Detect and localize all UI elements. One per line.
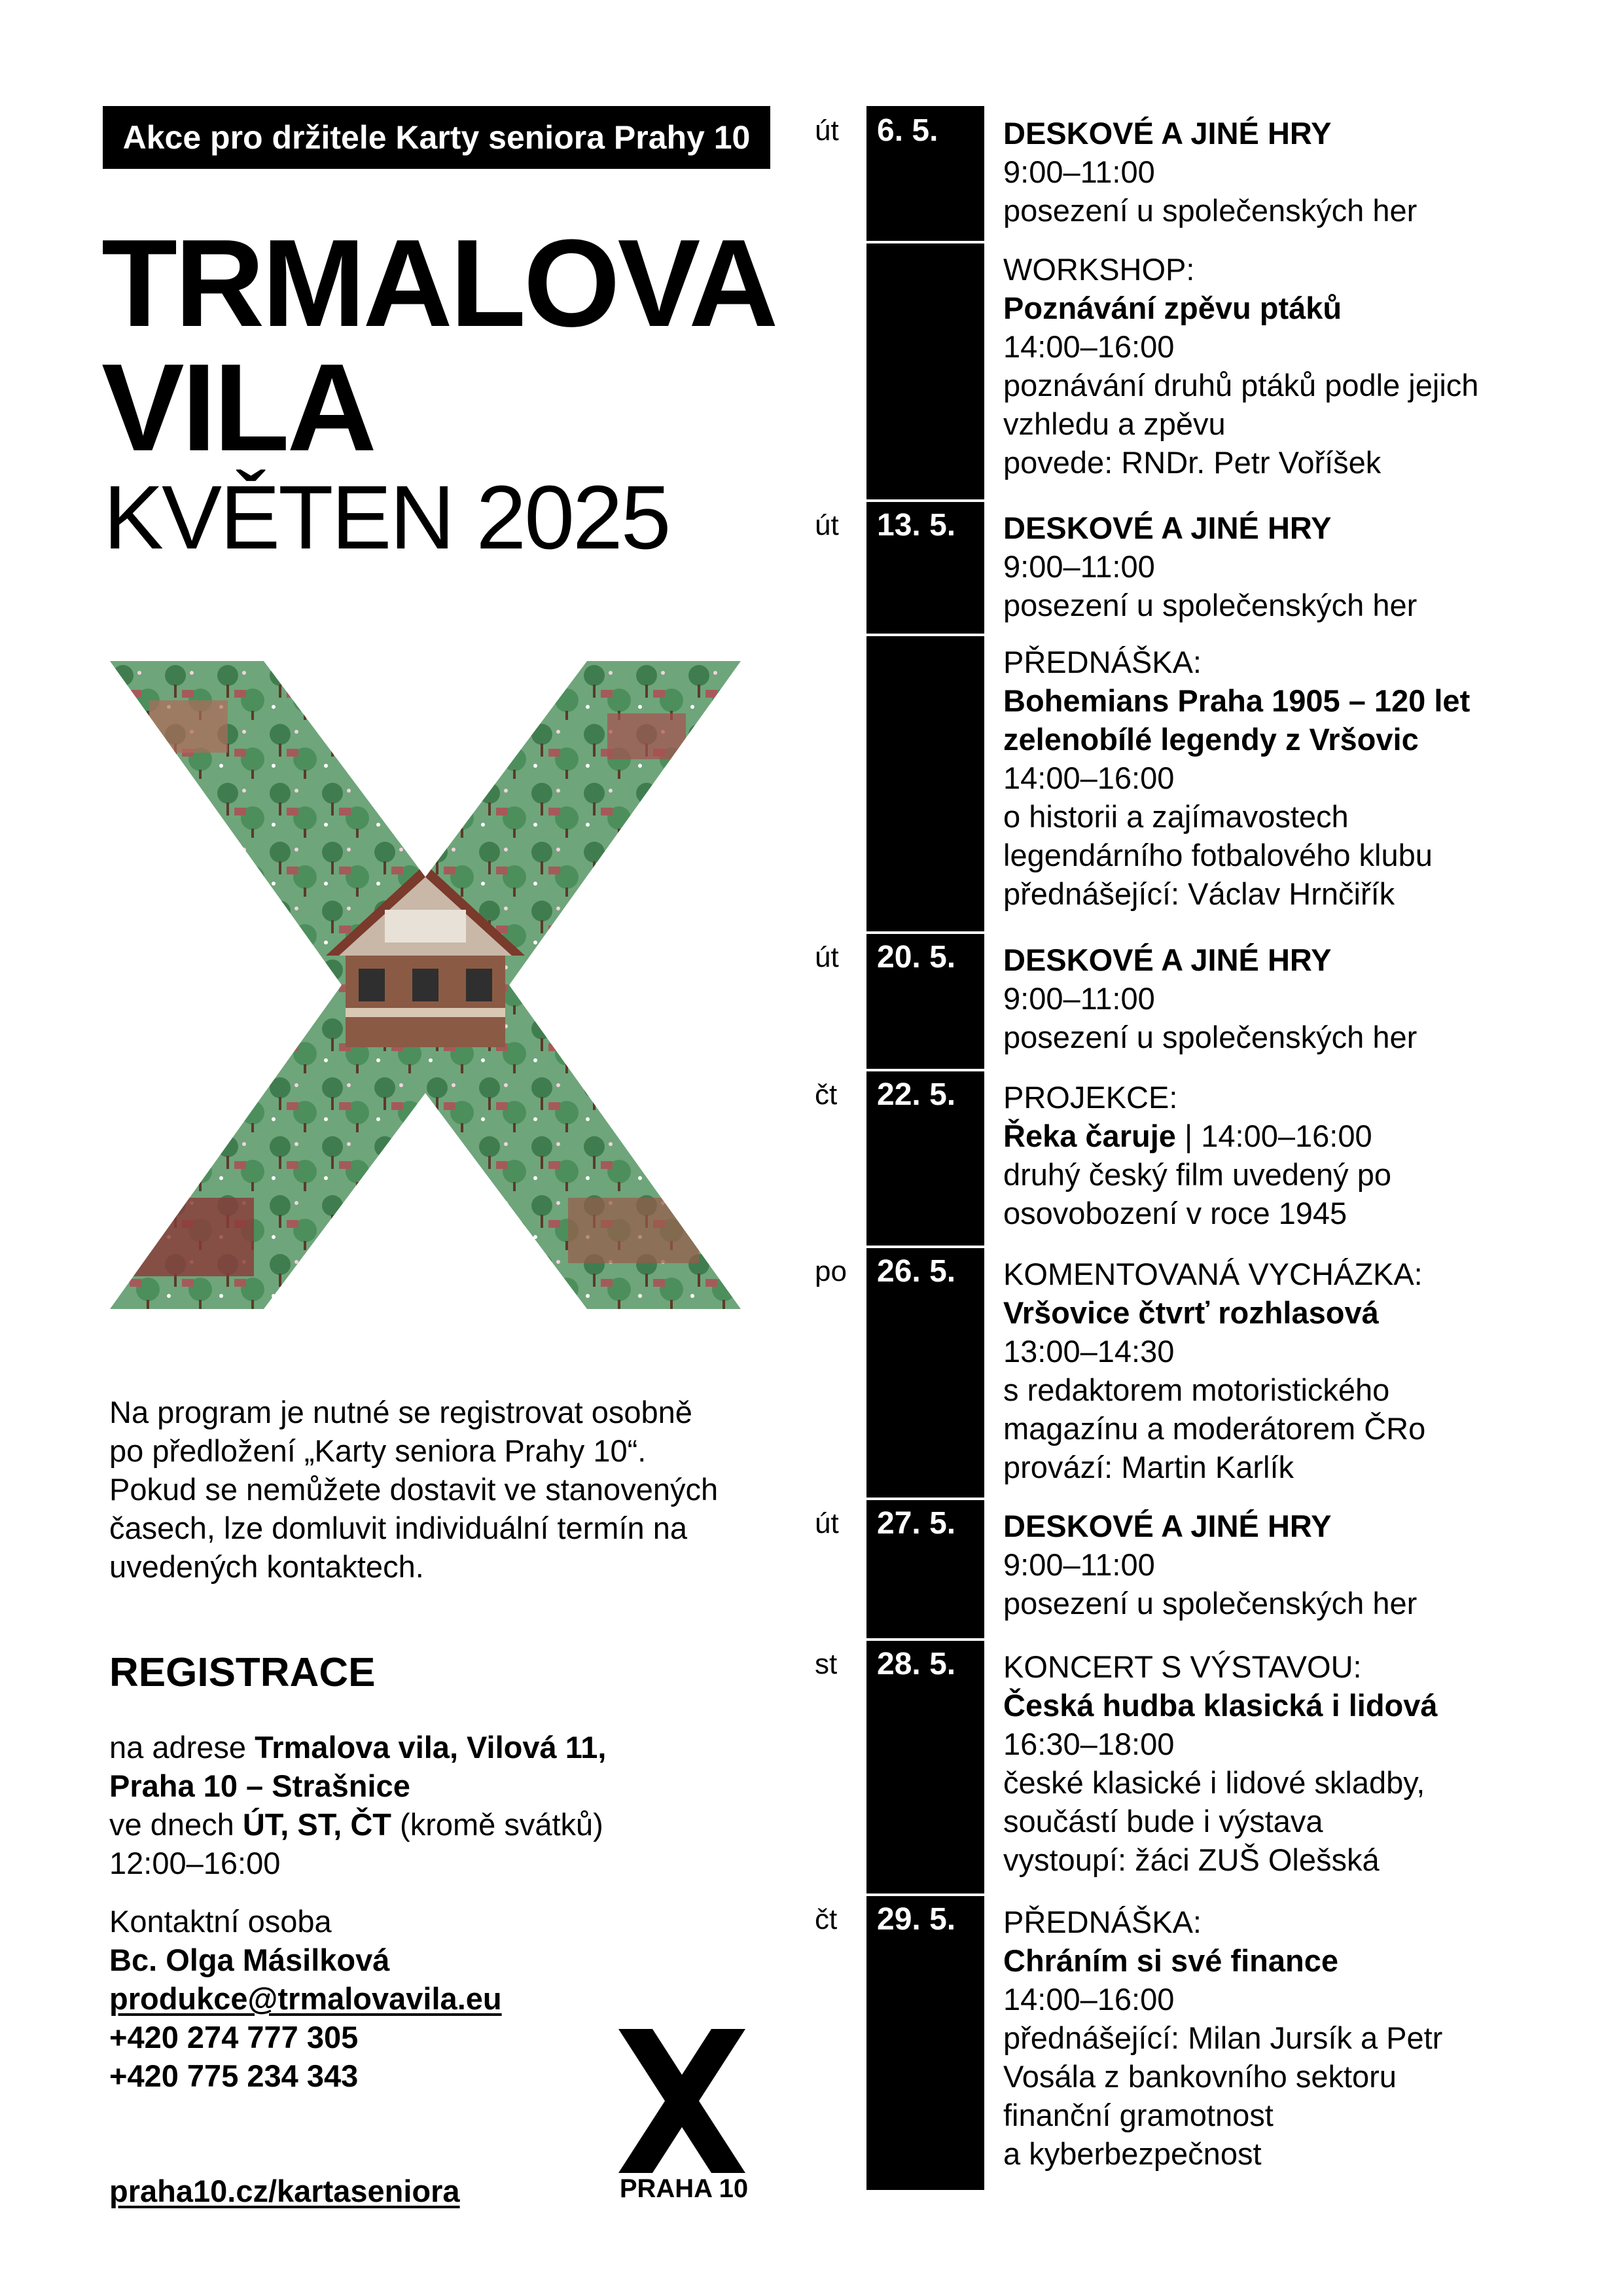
- event-text: poznávání druhů ptáků podle jejich: [1003, 368, 1479, 403]
- event-date: 20. 5.: [877, 940, 956, 975]
- event-date: 13. 5.: [877, 508, 956, 543]
- event-entry: [1003, 1647, 1592, 1879]
- registration-note-line: Pokud se nemůžete dostavit ve stanovených: [109, 1472, 719, 1507]
- event-text: 14:00–16:00: [1003, 761, 1175, 795]
- event-line: [1003, 1647, 1592, 1686]
- page-title-line-1: TRMALOVA: [101, 214, 776, 353]
- registration-note-line: Na program je nutné se registrovat osobně: [109, 1395, 692, 1429]
- event-text: posezení u společenských her: [1003, 1586, 1418, 1621]
- address-line-1: Trmalova vila, Vilová 11,: [255, 1730, 607, 1765]
- event-line: [1003, 2096, 1592, 2134]
- event-line: [1003, 191, 1592, 230]
- event-text: 14:00–16:00: [1003, 1982, 1175, 2017]
- event-weekday: út: [815, 509, 839, 541]
- event-text: posezení u společenských her: [1003, 588, 1418, 622]
- schedule-separator: [866, 1498, 984, 1500]
- event-text: posezení u společenských her: [1003, 193, 1418, 228]
- logo-text: PRAHA 10: [619, 2174, 749, 2203]
- event-title: Vršovice čtvrť rozhlasová: [1003, 1295, 1379, 1330]
- program-badge: Akce pro držitele Karty seniora Prahy 10: [103, 106, 770, 169]
- event-weekday: st: [815, 1648, 838, 1680]
- schedule-timeline: [866, 106, 984, 2190]
- event-line: [1003, 152, 1592, 191]
- event-text: a kyberbezpečnost: [1003, 2136, 1262, 2171]
- event-text: PŘEDNÁŠKA:: [1003, 1905, 1202, 1939]
- schedule-separator: [866, 1246, 984, 1248]
- event-text: PROJEKCE:: [1003, 1080, 1178, 1115]
- address-line-2: Praha 10 – Strašnice: [109, 1768, 410, 1803]
- event-text: osovobození v roce 1945: [1003, 1196, 1347, 1230]
- event-line: [1003, 1584, 1592, 1623]
- page-subtitle: KVĚTEN 2025: [103, 467, 669, 568]
- event-line: [1003, 1545, 1592, 1584]
- event-line: [1003, 586, 1592, 624]
- event-text: 9:00–11:00: [1003, 981, 1155, 1016]
- registration-note-line: po předložení „Karty seniora Prahy 10“.: [109, 1433, 647, 1468]
- event-line: [1003, 509, 1592, 547]
- event-title: Poznávání zpěvu ptáků: [1003, 291, 1342, 325]
- event-line: [1003, 2057, 1592, 2096]
- website-link[interactable]: praha10.cz/kartaseniora: [109, 2174, 460, 2208]
- event-text: WORKSHOP:: [1003, 252, 1195, 287]
- event-text: přednášející: Milan Jursík a Petr: [1003, 2020, 1443, 2055]
- event-entry: [1003, 941, 1592, 1056]
- event-title: Bohemians Praha 1905 – 120 let: [1003, 683, 1471, 718]
- event-weekday: čt: [815, 1079, 838, 1111]
- event-weekday: čt: [815, 1903, 838, 1935]
- event-text: české klasické i lidové skladby,: [1003, 1765, 1425, 1800]
- event-date: 28. 5.: [877, 1647, 956, 1681]
- event-line: [1003, 1686, 1592, 1725]
- event-entry: [1003, 250, 1592, 482]
- event-text: 9:00–11:00: [1003, 1547, 1155, 1582]
- event-line: [1003, 1507, 1592, 1545]
- event-line: [1003, 1448, 1592, 1486]
- event-line: [1003, 404, 1592, 443]
- registration-details: [109, 1728, 816, 1882]
- event-title: Česká hudba klasická i lidová: [1003, 1688, 1438, 1723]
- event-text: s redaktorem motoristického: [1003, 1372, 1390, 1407]
- event-line: [1003, 720, 1592, 759]
- event-text: 9:00–11:00: [1003, 154, 1155, 189]
- event-line: [1003, 443, 1592, 482]
- event-line: [1003, 836, 1592, 874]
- event-text: PŘEDNÁŠKA:: [1003, 645, 1202, 679]
- event-line: [1003, 289, 1592, 327]
- event-title: DESKOVÉ A JINÉ HRY: [1003, 116, 1332, 151]
- contact-name: Bc. Olga Másilková: [109, 1943, 390, 1977]
- event-line: [1003, 1941, 1592, 1980]
- registration-hours: 12:00–16:00: [109, 1846, 281, 1880]
- schedule-separator: [866, 1638, 984, 1641]
- event-title: Chráním si své finance: [1003, 1943, 1338, 1978]
- villa-x-illustration: [110, 661, 741, 1309]
- contact-phone-1: +420 274 777 305: [109, 2020, 359, 2054]
- event-line: [1003, 1078, 1592, 1117]
- event-line: [1003, 2018, 1592, 2057]
- event-text: 13:00–14:30: [1003, 1334, 1175, 1369]
- contact-label: Kontaktní osoba: [109, 1904, 332, 1939]
- event-text: KOMENTOVANÁ VYCHÁZKA:: [1003, 1257, 1423, 1291]
- event-title: Řeka čaruje: [1003, 1119, 1176, 1153]
- event-line: [1003, 759, 1592, 797]
- event-text: Vosála z bankovního sektoru: [1003, 2059, 1397, 2094]
- event-text: posezení u společenských her: [1003, 1020, 1418, 1054]
- event-line: [1003, 1802, 1592, 1840]
- contact-email-link[interactable]: produkce@trmalovavila.eu: [109, 1981, 502, 2016]
- event-date: 29. 5.: [877, 1902, 956, 1937]
- event-line: [1003, 797, 1592, 836]
- event-line: [1003, 979, 1592, 1018]
- event-line: [1003, 1293, 1592, 1332]
- event-date: 6. 5.: [877, 113, 938, 148]
- address-prefix: na adrese: [109, 1730, 255, 1765]
- event-line: [1003, 1840, 1592, 1879]
- event-text: druhý český film uvedený po: [1003, 1157, 1392, 1192]
- schedule-separator: [866, 1069, 984, 1071]
- event-line: [1003, 1725, 1592, 1763]
- registration-heading: REGISTRACE: [109, 1650, 376, 1695]
- contact-phone-2: +420 775 234 343: [109, 2058, 359, 2093]
- event-entry: [1003, 1078, 1592, 1232]
- event-date: 26. 5.: [877, 1254, 956, 1289]
- event-line: [1003, 1409, 1592, 1448]
- event-line: [1003, 327, 1592, 366]
- event-line: [1003, 1018, 1592, 1056]
- event-text: provází: Martin Karlík: [1003, 1450, 1294, 1484]
- event-line: [1003, 366, 1592, 404]
- event-text: přednášející: Václav Hrnčiřík: [1003, 876, 1395, 911]
- event-line: [1003, 1332, 1592, 1371]
- registration-note: [109, 1393, 816, 1586]
- schedule-separator: [866, 931, 984, 934]
- event-line: [1003, 1117, 1592, 1155]
- event-title: DESKOVÉ A JINÉ HRY: [1003, 1509, 1332, 1543]
- schedule-separator: [866, 499, 984, 502]
- schedule-separator: [866, 1893, 984, 1896]
- event-text: povede: RNDr. Petr Voříšek: [1003, 445, 1382, 480]
- event-line: [1003, 941, 1592, 979]
- event-text: 16:30–18:00: [1003, 1727, 1175, 1761]
- event-line: [1003, 2134, 1592, 2173]
- event-weekday: út: [815, 115, 839, 147]
- event-weekday: út: [815, 1507, 839, 1539]
- event-entry: [1003, 643, 1592, 913]
- event-line: [1003, 1371, 1592, 1409]
- event-line: [1003, 874, 1592, 913]
- event-line: [1003, 1763, 1592, 1802]
- event-text: o historii a zajímavostech: [1003, 799, 1349, 834]
- schedule-separator: [866, 634, 984, 636]
- event-text: KONCERT S VÝSTAVOU:: [1003, 1649, 1362, 1684]
- registration-note-line: uvedených kontaktech.: [109, 1549, 424, 1584]
- event-line: [1003, 114, 1592, 152]
- event-entry: [1003, 114, 1592, 230]
- event-line: [1003, 1194, 1592, 1232]
- event-text: 9:00–11:00: [1003, 549, 1155, 584]
- event-entry: [1003, 1903, 1592, 2173]
- event-line: [1003, 250, 1592, 289]
- event-line: [1003, 1980, 1592, 2018]
- event-entry: [1003, 1255, 1592, 1486]
- event-title: DESKOVÉ A JINÉ HRY: [1003, 511, 1332, 545]
- event-text: legendárního fotbalového klubu: [1003, 838, 1433, 872]
- registration-note-line: časech, lze domluvit individuální termín na: [109, 1511, 687, 1545]
- event-line: [1003, 1255, 1592, 1293]
- event-text: vystoupí: žáci ZUŠ Olešská: [1003, 1842, 1380, 1877]
- page-title-line-2: VILA: [101, 338, 374, 477]
- event-text: magazínu a moderátorem ČRo: [1003, 1411, 1426, 1446]
- event-weekday: út: [815, 941, 839, 973]
- event-title: zelenobílé legendy z Vršovic: [1003, 722, 1419, 757]
- event-line: [1003, 643, 1592, 681]
- event-text: finanční gramotnost: [1003, 2098, 1274, 2132]
- event-title: DESKOVÉ A JINÉ HRY: [1003, 942, 1332, 977]
- registration-days: ÚT, ST, ČT: [242, 1807, 391, 1842]
- event-entry: [1003, 1507, 1592, 1623]
- event-line: [1003, 1903, 1592, 1941]
- days-prefix: ve dnech: [109, 1807, 243, 1842]
- event-line: [1003, 681, 1592, 720]
- event-line: [1003, 1155, 1592, 1194]
- event-text: součástí bude i výstava: [1003, 1804, 1323, 1839]
- event-text: vzhledu a zpěvu: [1003, 406, 1226, 441]
- event-date: 27. 5.: [877, 1506, 956, 1541]
- event-line: [1003, 547, 1592, 586]
- event-time-suffix: | 14:00–16:00: [1175, 1119, 1372, 1153]
- event-weekday: po: [815, 1255, 847, 1287]
- event-entry: [1003, 509, 1592, 624]
- schedule-separator: [866, 241, 984, 243]
- days-suffix: (kromě svátků): [391, 1807, 603, 1842]
- event-text: 14:00–16:00: [1003, 329, 1175, 364]
- event-date: 22. 5.: [877, 1077, 956, 1112]
